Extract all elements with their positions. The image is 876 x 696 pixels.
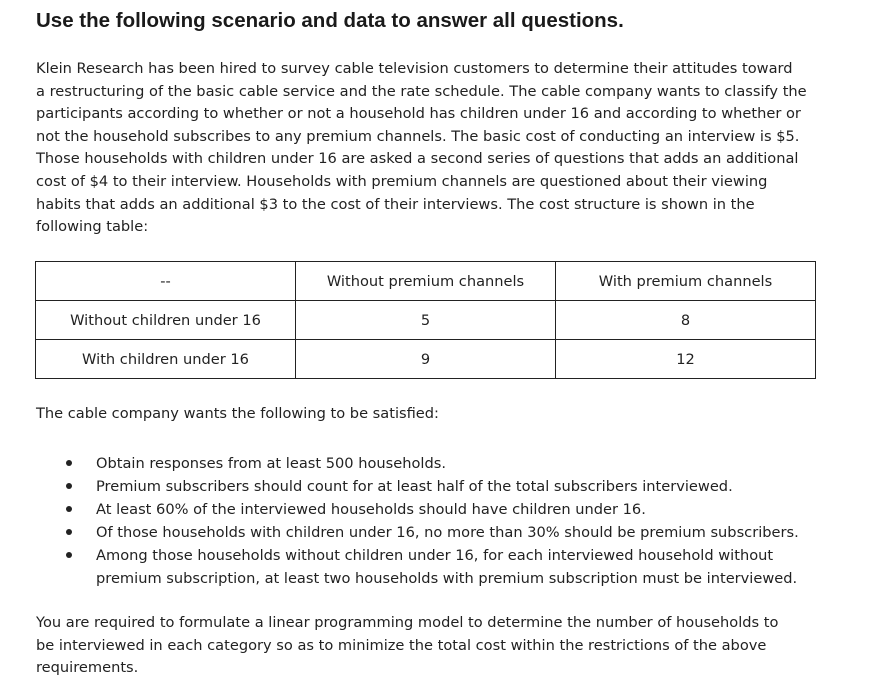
task-line: be interviewed in each category so as to minimize the total cost within the restrictions of the above: [36, 636, 767, 654]
cost-cell: 9: [296, 340, 556, 379]
bullet-icon: [66, 483, 72, 489]
bullet-icon: [66, 552, 72, 558]
requirements-list: [36, 452, 836, 590]
bullet-icon: [66, 529, 72, 535]
requirements-intro-text: The cable company wants the following to be satisfied:: [36, 405, 439, 422]
scenario-paragraph: [36, 58, 836, 239]
task-line: requirements.: [36, 659, 139, 677]
scenario-line: not the household subscribes to any premium channels. The basic cost of conducting an interview is $5.: [36, 127, 800, 145]
page-title: Use the following scenario and data to answer all questions.: [36, 9, 624, 32]
list-item-text: At least 60% of the interviewed households should have children under 16.: [96, 501, 646, 518]
list-item-text: Premium subscribers should count for at least half of the total subscribers interviewed.: [96, 478, 733, 495]
cost-cell: 12: [556, 340, 816, 379]
list-item-text: Of those households with children under 16, no more than 30% should be premium subscribers.: [96, 524, 799, 541]
list-item-text: Obtain responses from at least 500 households.: [96, 455, 446, 472]
list-item: [36, 498, 836, 521]
table-row: [36, 340, 816, 379]
row-label-cell: Without children under 16: [36, 301, 296, 340]
list-item: [36, 521, 836, 544]
bullet-icon: [66, 460, 72, 466]
table-header-cell: Without premium channels: [296, 262, 556, 301]
bullet-icon: [66, 506, 72, 512]
scenario-line: following table:: [36, 218, 149, 236]
table-row: [36, 301, 816, 340]
list-item-text: Among those households without children under 16, for each interviewed household without: [96, 547, 774, 564]
list-item: [36, 452, 836, 475]
list-item: [36, 544, 836, 590]
list-item-text: premium subscription, at least two households with premium subscription must be interviewed.: [96, 570, 798, 587]
scenario-line: participants according to whether or not a household has children under 16 and according to whether or: [36, 105, 801, 123]
scenario-line: a restructuring of the basic cable service and the rate schedule. The cable company wants to classify the: [36, 82, 807, 100]
task-line: You are required to formulate a linear programming model to determine the number of households to: [36, 614, 779, 631]
cost-cell: 5: [296, 301, 556, 340]
task-paragraph: [36, 612, 836, 680]
cost-structure-table: [35, 261, 816, 379]
row-label-cell: With children under 16: [36, 340, 296, 379]
scenario-line: habits that adds an additional $3 to the cost of their interviews. The cost structure is shown in the: [36, 195, 755, 213]
table-header-row: [36, 262, 816, 301]
table-corner-cell: --: [36, 262, 296, 301]
requirements-intro: [36, 403, 836, 426]
table-header-cell: With premium channels: [556, 262, 816, 301]
scenario-line: cost of $4 to their interview. Households with premium channels are questioned about their viewing: [36, 172, 768, 190]
cost-cell: 8: [556, 301, 816, 340]
list-item: [36, 475, 836, 498]
scenario-line: Those households with children under 16 are asked a second series of questions that adds an additional: [36, 150, 799, 168]
scenario-line: Klein Research has been hired to survey cable television customers to determine their attitudes toward: [36, 60, 793, 77]
